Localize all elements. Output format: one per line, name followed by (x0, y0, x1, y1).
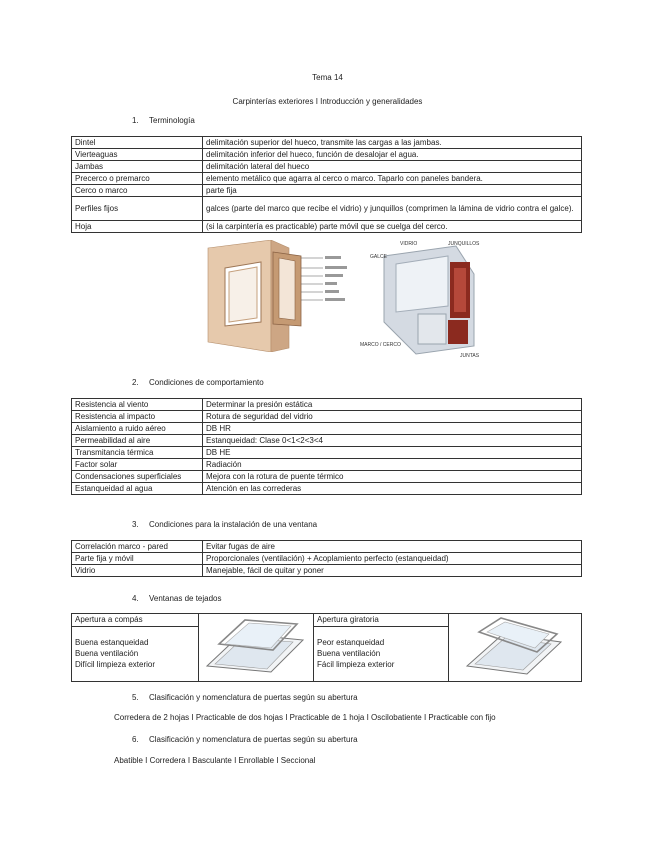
doors-list-6: Abatible I Corredera I Basculante I Enrollable I Seccional (114, 756, 316, 765)
table-row: Factor solar Radiación (72, 459, 582, 471)
table-row: Cerco o marco parte fija (72, 185, 582, 197)
terminology-table (71, 136, 582, 233)
table-row: Resistencia al impacto Rotura de seguridad del vidrio (72, 411, 582, 423)
svg-text:JUNQUILLOS: JUNQUILLOS (448, 241, 480, 247)
page-title: Tema 14 (312, 73, 343, 82)
table-row: Vierteaguas delimitación inferior del hueco, función de desalojar el agua. (72, 149, 582, 161)
svg-text:MARCO / CERCO: MARCO / CERCO (360, 342, 401, 348)
roof-window-pivot-illustration (449, 614, 573, 678)
svg-text:JUNTAS: JUNTAS (460, 353, 480, 358)
section-heading-5: 5. Clasificación y nomenclatura de puertas según su abertura (132, 693, 358, 702)
table-row: Estanqueidad al agua Atención en las correderas (72, 483, 582, 495)
table-row: Correlación marco - pared Evitar fugas de aire (72, 541, 582, 553)
roof-left-title: Apertura a compás (72, 614, 199, 627)
page-subtitle: Carpinterías exteriores I Introducción y generalidades (232, 97, 423, 106)
table-row: Parte fija y móvil Proporcionales (ventilación) + Acoplamiento perfecto (estanqueidad) (72, 553, 582, 565)
table-row: Dintel delimitación superior del hueco, transmite las cargas a las jambas. (72, 137, 582, 149)
svg-text:VIDRIO: VIDRIO (400, 241, 418, 247)
section-heading-1: 1. Terminología (132, 116, 195, 125)
section-heading-2: 2. Condiciones de comportamiento (132, 378, 264, 387)
roof-right-list: Peor estanqueidad Buena ventilación Fácil limpieza exterior (314, 626, 449, 681)
section-heading-6: 6. Clasificación y nomenclatura de puertas según su abertura (132, 735, 358, 744)
roof-windows-table (71, 613, 582, 682)
window-profile-illustration (356, 236, 496, 358)
table-row: Condensaciones superficiales Mejora con la rotura de puente térmico (72, 471, 582, 483)
roof-right-image-cell (449, 614, 582, 682)
behavior-table (71, 398, 582, 495)
roof-left-image-cell (199, 614, 314, 682)
section-heading-4: 4. Ventanas de tejados (132, 594, 222, 603)
doors-list-5: Corredera de 2 hojas I Practicable de dos hojas I Practicable de 1 hoja I Oscilobatiente I Practicable con fijo (114, 713, 496, 722)
roof-left-list: Buena estanqueidad Buena ventilación Difícil limpieza exterior (72, 626, 199, 681)
roof-window-hinged-illustration (199, 614, 313, 678)
table-row: Perfiles fijos galces (parte del marco que recibe el vidrio) y junquillos (comprimen la lámina de vidrio contra el galce). (72, 197, 582, 221)
section-heading-3: 3. Condiciones para la instalación de una ventana (132, 520, 318, 529)
roof-right-title: Apertura giratoria (314, 614, 449, 627)
table-row: Permeabilidad al aire Estanqueidad: Clase 0<1<2<3<4 (72, 435, 582, 447)
table-row: Resistencia al viento Determinar la presión estática (72, 399, 582, 411)
window-opening-illustration (203, 240, 353, 352)
table-row: Vidrio Manejable, fácil de quitar y poner (72, 565, 582, 577)
table-row: Transmitancia térmica DB HE (72, 447, 582, 459)
table-row: Hoja (si la carpintería es practicable) parte móvil que se cuelga del cerco. (72, 221, 582, 233)
installation-table (71, 540, 582, 577)
table-row: Aislamiento a ruido aéreo DB HR (72, 423, 582, 435)
table-row: Jambas delimitación lateral del hueco (72, 161, 582, 173)
svg-text:GALCE: GALCE (370, 254, 387, 260)
table-row: Precerco o premarco elemento metálico que agarra al cerco o marco. Taparlo con paneles bandera. (72, 173, 582, 185)
